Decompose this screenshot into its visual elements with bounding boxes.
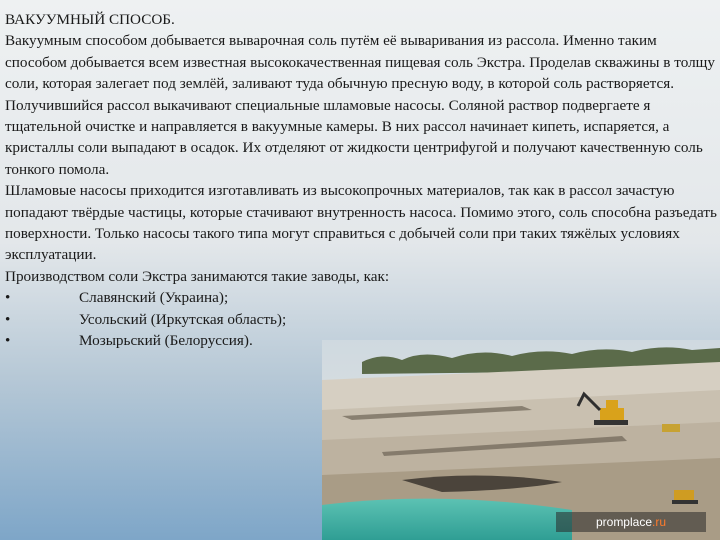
quarry-photo	[322, 340, 720, 540]
plant-name: Мозырьский (Белоруссия).	[79, 332, 253, 350]
list-item	[5, 330, 717, 351]
watermark	[556, 512, 706, 532]
slide-title: ВАКУУМНЫЙ СПОСОБ.	[5, 11, 175, 28]
watermark-domain: .ru	[652, 515, 667, 529]
bullet-mark: •	[5, 289, 11, 307]
bullet-mark: •	[5, 332, 11, 350]
watermark-brand: promplace	[595, 515, 652, 529]
quarry-photo-illustration	[322, 340, 720, 540]
list-item	[5, 309, 717, 330]
list-item	[5, 287, 717, 308]
list-intro: Производством соли Экстра занимаются такие заводы, как:	[5, 267, 390, 285]
paragraph-slurry-pumps: Шламовые насосы приходится изготавливать из высокопрочных материалов, так как в рассол зачастую попадают твёрдые частицы, которые стачивают внутренность насоса. Помимо этого, соль способна разъедать поверхности. Только насосы такого типа могут справиться с добычей соли при таких тяжёлых условиях эксплуатации.	[5, 182, 717, 264]
bullet-mark: •	[5, 310, 11, 328]
plant-name: Славянский (Украина);	[79, 289, 229, 307]
slide-content	[5, 9, 717, 352]
paragraph-vacuum-method: Вакуумным способом добывается выварочная соль путём её вываривания из рассола. Именно таким способом добывается всем известная высококачественная пищевая соль Экстра. Проделав скважины в толщу соли, которая залегает под землёй, заливают туда обычную пресную воду, в которой соль растворяется. Получившийся рассол выкачивают специальные шламовые насосы. Соляной раствор подвергаете я тщательной очистке и направляется в вакуумные камеры. В них рассол начинает кипеть, испаряется, а кристаллы соли выпадают в осадок. Их отделяют от жидкости центрифугой и получают качественную соль тонкого помола.	[5, 32, 715, 178]
plant-name: Усольский (Иркутская область);	[79, 310, 287, 328]
